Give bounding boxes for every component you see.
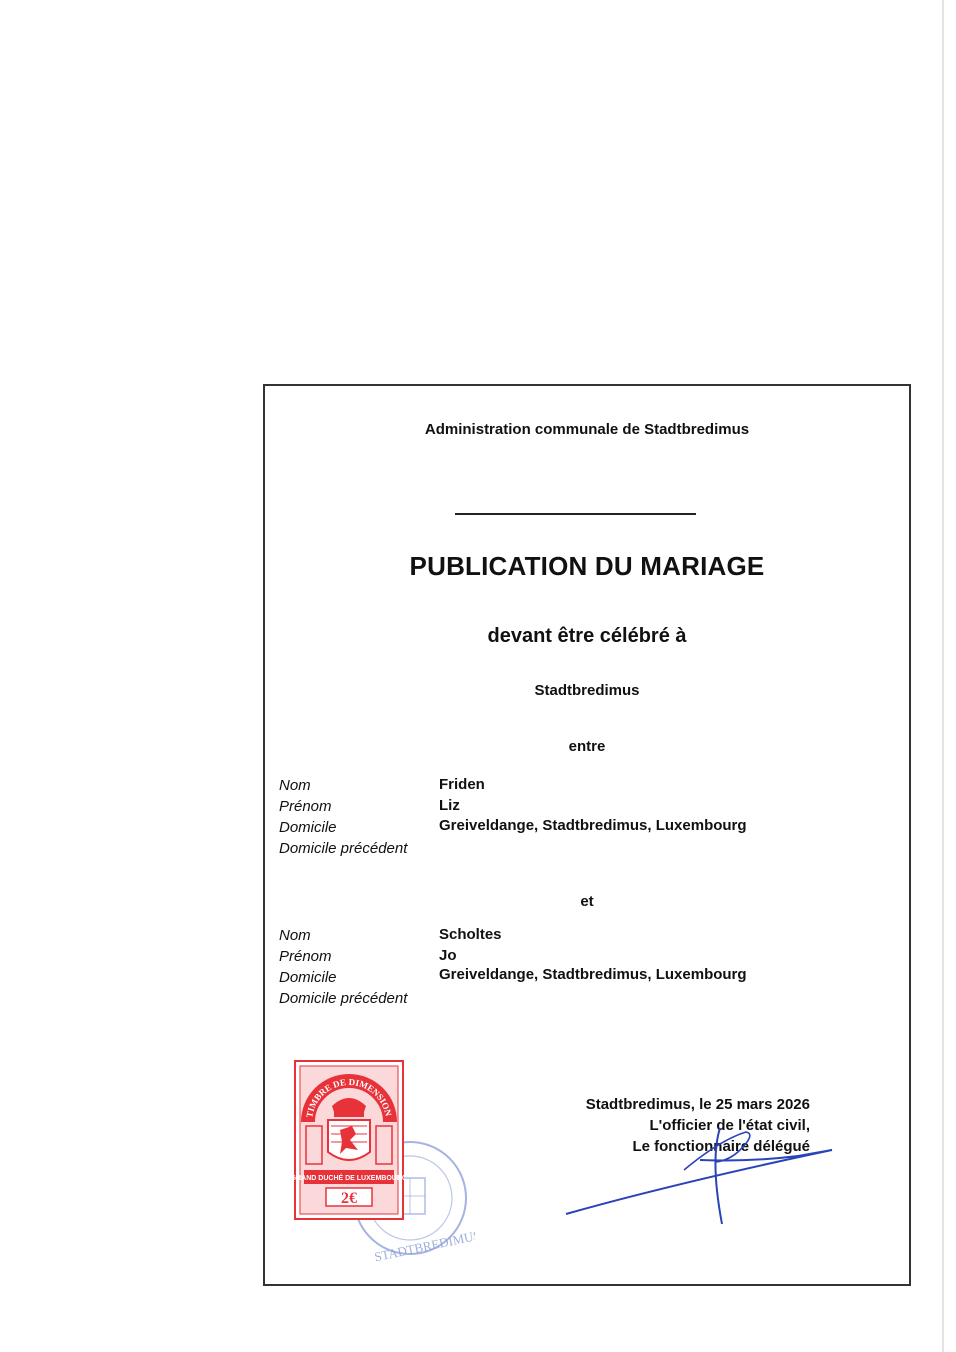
signature-place-date: Stadtbredimus, le 25 mars 2026 — [585, 1096, 810, 1113]
signature-role-officer: L'officier de l'état civil, — [649, 1117, 810, 1134]
page-edge-line — [942, 0, 944, 1352]
header-rule — [455, 513, 696, 515]
party2-domicile-value: Greiveldange, Stadtbredimus, Luxembourg — [439, 966, 747, 983]
party1-domicile-value: Greiveldange, Stadtbredimus, Luxembourg — [439, 817, 747, 834]
stamp-value: 2€ — [341, 1190, 357, 1207]
revenue-stamp — [294, 1060, 404, 1225]
party1-prenom-label: Prénom — [279, 798, 332, 815]
celebration-place: Stadtbredimus — [534, 682, 640, 699]
party2-nom-value: Scholtes — [439, 926, 502, 943]
party1-previous-domicile-label: Domicile précédent — [279, 840, 408, 857]
party2-nom-label: Nom — [279, 927, 311, 944]
stamp-top-text: TIMBRE DE DIMENSION — [304, 1076, 394, 1119]
party1-nom-label: Nom — [279, 777, 311, 794]
signature-role-delegate: Le fonctionnaire délégué — [632, 1138, 810, 1155]
between-label: entre — [568, 738, 606, 755]
document-subtitle: devant être célébré à — [487, 625, 687, 647]
party2-prenom-label: Prénom — [279, 948, 332, 965]
document-title: PUBLICATION DU MARIAGE — [409, 551, 765, 581]
document-header: Administration communale de Stadtbredimus — [424, 421, 750, 438]
party1-domicile-label: Domicile — [279, 819, 337, 836]
party2-domicile-label: Domicile — [279, 969, 337, 986]
and-label: et — [580, 893, 594, 910]
party2-previous-domicile-label: Domicile précédent — [279, 990, 408, 1007]
party2-prenom-value: Jo — [439, 947, 457, 964]
seal-text: STADTBREDIMUS — [372, 1227, 475, 1265]
stamp-bottom-text: GRAND DUCHÉ DE LUXEMBOURG — [294, 1175, 404, 1182]
party1-prenom-value: Liz — [439, 797, 460, 814]
party1-nom-value: Friden — [439, 776, 485, 793]
handwritten-signature — [560, 1120, 850, 1235]
